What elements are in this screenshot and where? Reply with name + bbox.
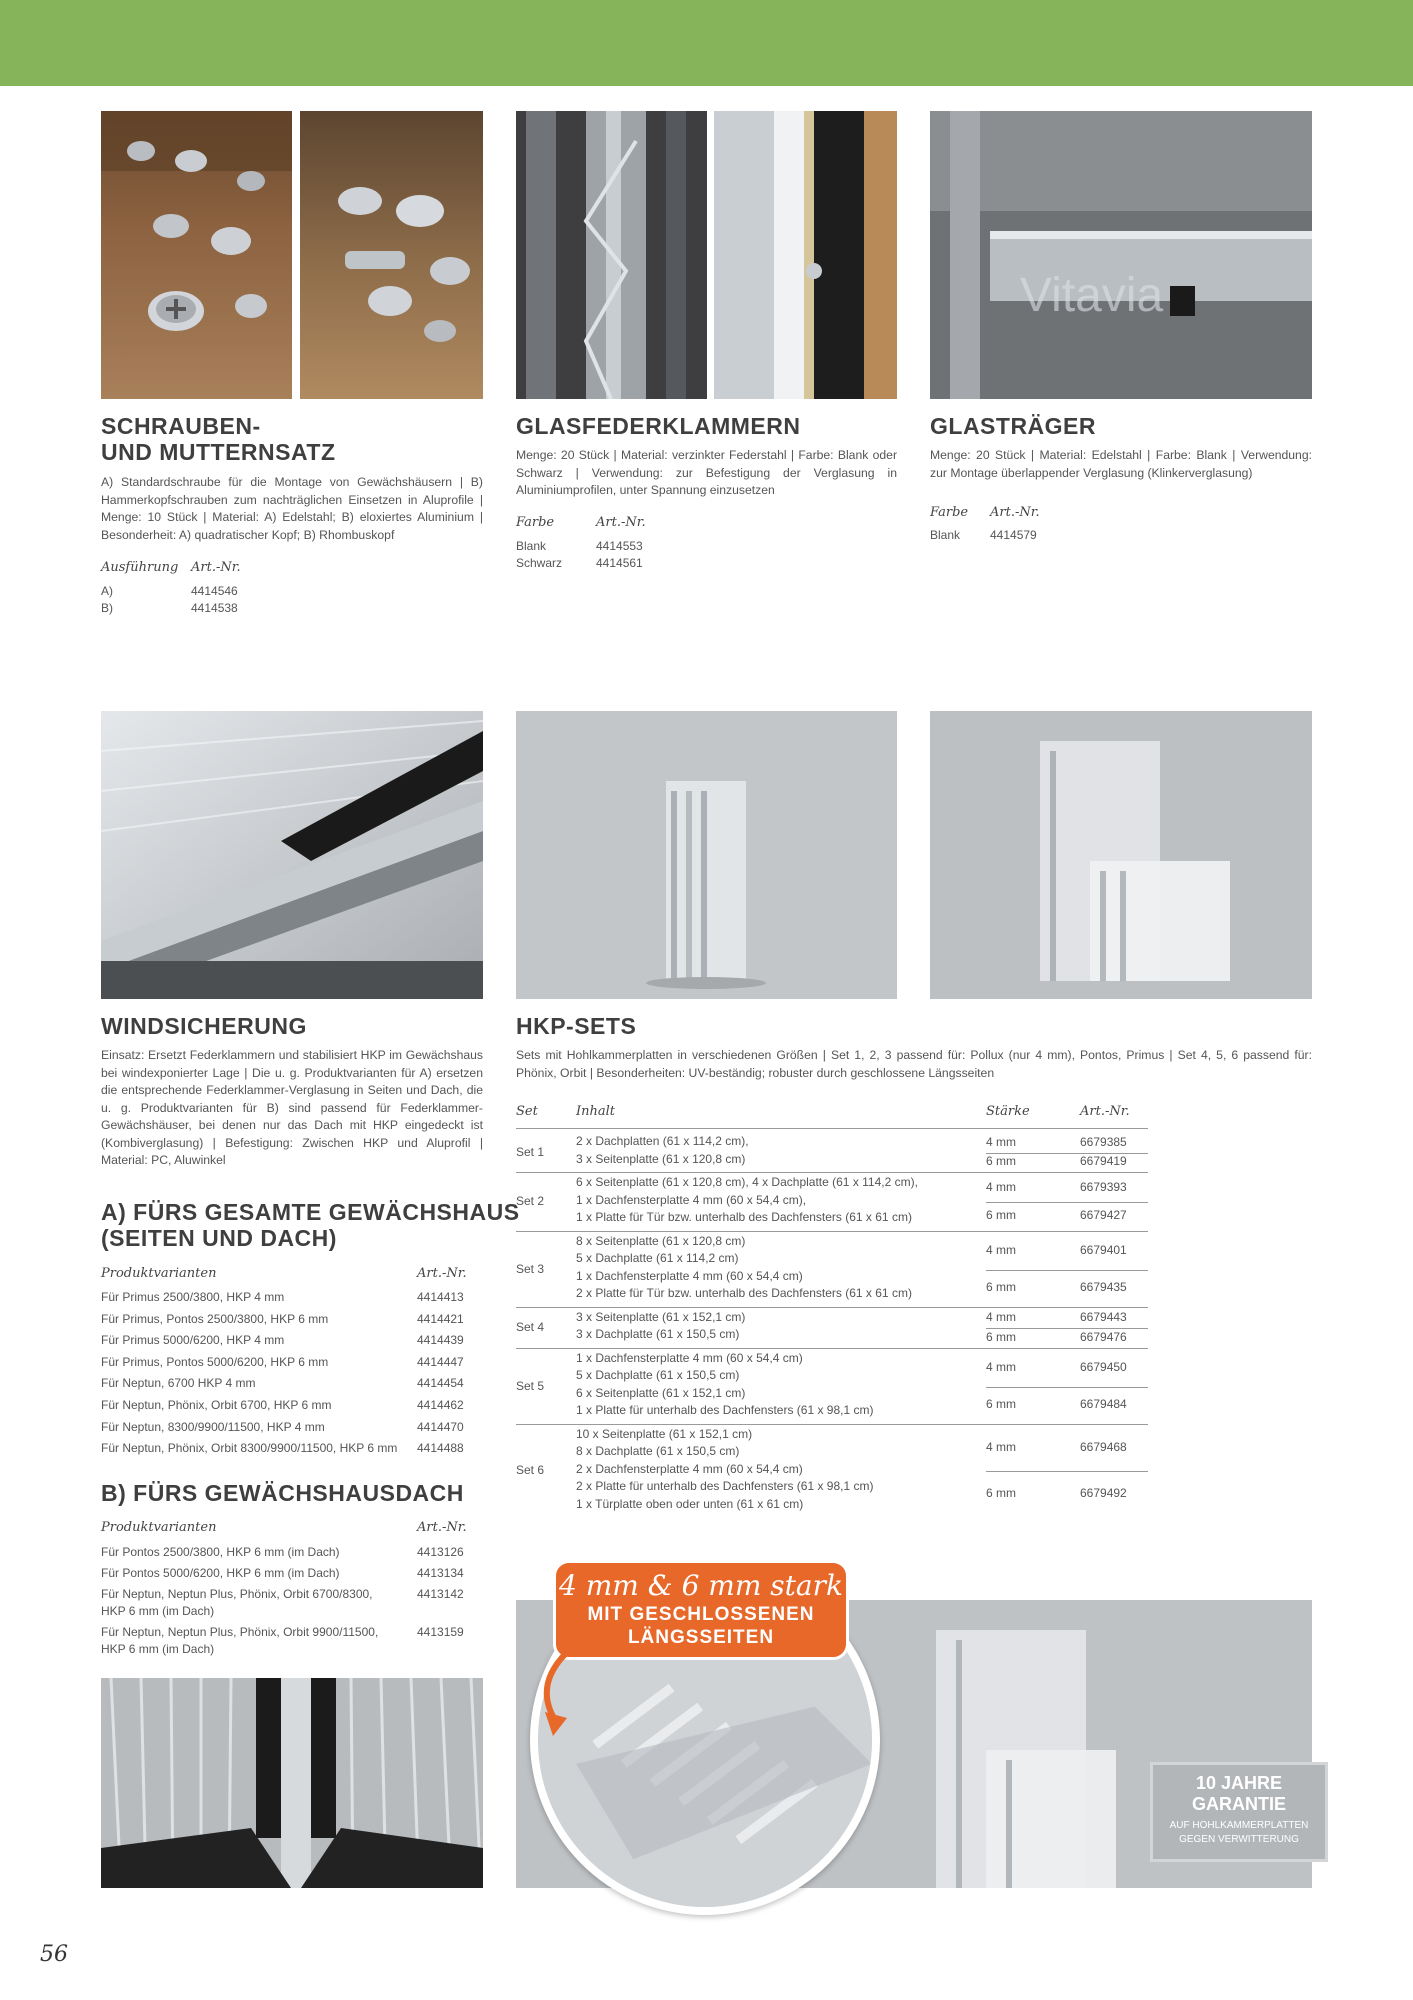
- section-a-row-art: 4414462: [417, 1398, 464, 1412]
- section-a-row-art: 4414421: [417, 1311, 464, 1326]
- hkp-set-rule: [516, 1424, 1148, 1425]
- clamps-photo-b: [714, 111, 897, 399]
- glass-carrier-col-color: Farbe: [930, 505, 969, 520]
- windsicherung-title: WINDSICHERUNG: [101, 1013, 307, 1039]
- screws-row-b-art: 4414538: [191, 601, 238, 615]
- glass-carrier-row-label: Blank: [930, 528, 961, 542]
- promo-arrow-icon: [535, 1640, 595, 1740]
- clamps-col-art: Art.-Nr.: [596, 515, 646, 530]
- hkp-set-content-line: 10 x Seitenplatte (61 x 152,1 cm): [576, 1426, 753, 1441]
- section-b-row2-label: Für Pontos 5000/6200, HKP 6 mm (im Dach): [101, 1566, 340, 1580]
- section-a-title: [101, 1199, 520, 1251]
- hkp-variant-art: 6679385: [1080, 1134, 1127, 1149]
- section-a-row-label: Für Neptun, 8300/9900/11500, HKP 4 mm: [101, 1419, 325, 1434]
- clamps-row-black-art: 4414561: [596, 556, 643, 570]
- clamps-description: Menge: 20 Stück | Material: verzinkter Federstahl | Farbe: Blank oder Schwarz | Verwendung: zur Befestigung der Verglasung in Aluminiumprofilen, unter Spannung einzusetzen: [516, 448, 897, 497]
- hkp-set-rule: [516, 1307, 1148, 1308]
- hkp-variant-rule: [986, 1270, 1148, 1271]
- hkp-variant-art: 6679492: [1080, 1486, 1127, 1501]
- hkp-variant-thickness: 6 mm: [986, 1329, 1016, 1344]
- hkp-variant-rule: [986, 1202, 1148, 1203]
- warranty-line4: GEGEN VERWITTERUNG: [1179, 1834, 1299, 1845]
- hkp-photo-b: [930, 711, 1312, 999]
- screws-col-art: Art.-Nr.: [191, 560, 241, 575]
- hkp-set-content-line: 1 x Platte für Tür bzw. unterhalb des Dachfensters (61 x 61 cm): [576, 1210, 912, 1224]
- hkp-variant-rule: [986, 1471, 1148, 1472]
- hkp-variant-thickness: 4 mm: [986, 1360, 1016, 1374]
- hkp-variant-art: 6679401: [1080, 1243, 1127, 1257]
- screws-title-line1: SCHRAUBEN-: [101, 413, 261, 439]
- hkp-col-staerke: Stärke: [986, 1104, 1030, 1119]
- hkp-title: HKP-SETS: [516, 1013, 637, 1039]
- section-b-row1-art: 4413126: [417, 1545, 464, 1559]
- hkp-set-rule: [516, 1172, 1148, 1173]
- hkp-variant-art: 6679450: [1080, 1360, 1127, 1374]
- warranty-badge: [1150, 1762, 1328, 1862]
- hkp-variant-art: 6679484: [1080, 1397, 1127, 1411]
- section-a-title-line2: (SEITEN UND DACH): [101, 1225, 337, 1251]
- hkp-set-content-line: 8 x Seitenplatte (61 x 120,8 cm): [576, 1233, 746, 1248]
- hkp-set-name: Set 3: [516, 1261, 545, 1276]
- hkp-set-content-line: 1 x Dachfensterplatte 4 mm (60 x 54,4 cm),: [576, 1192, 807, 1207]
- section-a-row-art: 4414439: [417, 1333, 464, 1348]
- hkp-variant-thickness: 6 mm: [986, 1486, 1016, 1501]
- hkp-set-content-line: 5 x Dachplatte (61 x 150,5 cm): [576, 1368, 740, 1382]
- hkp-variant-art: 6679427: [1080, 1208, 1127, 1223]
- hkp-variant-rule: [986, 1387, 1148, 1388]
- hkp-variant-art: 6679435: [1080, 1280, 1127, 1294]
- hkp-set-content-line: 3 x Seitenplatte (61 x 120,8 cm): [576, 1151, 746, 1166]
- section-a-title-line1: A) FÜRS GESAMTE GEWÄCHSHAUS: [101, 1199, 520, 1225]
- promo-line1: 4 mm & 6 mm stark: [559, 1569, 843, 1602]
- promo-callout: [553, 1560, 849, 1660]
- section-b-row3-label: Für Neptun, Neptun Plus, Phönix, Orbit 6700/8300,: [101, 1587, 373, 1601]
- section-a-row-art: 4414454: [417, 1376, 464, 1391]
- section-a-col-art: Art.-Nr.: [417, 1266, 467, 1281]
- screws-row-a-art: 4414546: [191, 584, 238, 598]
- clamps-col-color: Farbe: [516, 515, 555, 530]
- hkp-set-content-line: 1 x Platte für unterhalb des Dachfensters (61 x 98,1 cm): [576, 1403, 874, 1417]
- hkp-variant-thickness: 6 mm: [986, 1154, 1016, 1169]
- hkp-variant-art: 6679476: [1080, 1329, 1127, 1344]
- section-a-col-variant: Produktvarianten: [101, 1266, 217, 1281]
- glass-carrier-photo: [930, 111, 1312, 399]
- screws-photo-a: [101, 111, 292, 399]
- section-b-row3-art: 4413142: [417, 1587, 464, 1601]
- hkp-set-content-line: 2 x Platte für unterhalb des Dachfensters (61 x 98,1 cm): [576, 1479, 874, 1493]
- section-a-row-art: 4414447: [417, 1354, 464, 1369]
- section-b-row4-art: 4413159: [417, 1625, 464, 1639]
- section-b-row4-label2: HKP 6 mm (im Dach): [101, 1642, 215, 1656]
- hkp-variant-thickness: 6 mm: [986, 1208, 1016, 1223]
- glass-carrier-title: GLASTRÄGER: [930, 413, 1096, 439]
- section-a-row-label: Für Primus, Pontos 2500/3800, HKP 6 mm: [101, 1311, 329, 1326]
- promo-line3: LÄNGSSEITEN: [627, 1627, 775, 1648]
- clamps-title: GLASFEDERKLAMMERN: [516, 413, 801, 439]
- hkp-header-rule: [516, 1128, 1148, 1129]
- hkp-set-content-line: 8 x Dachplatte (61 x 150,5 cm): [576, 1444, 740, 1458]
- page-number: 56: [40, 1942, 68, 1967]
- hkp-set-content-line: 2 x Dachplatten (61 x 114,2 cm),: [576, 1134, 749, 1148]
- screws-description: A) Standardschraube für die Montage von Gewächshäusern | B) Hammerkopfschrauben zum nachträglichen Einsetzen in Aluprofile | Menge: 10 Stück | Material: A) Edelstahl; B) eloxiertes Aluminium | Besonderheit: A) quadratischer Kopf; B) Rhombuskopf: [101, 475, 483, 542]
- clamps-row-blank-art: 4414553: [596, 539, 643, 553]
- section-b-row1-label: Für Pontos 2500/3800, HKP 6 mm (im Dach): [101, 1545, 340, 1559]
- section-b-row3-label2: HKP 6 mm (im Dach): [101, 1604, 215, 1618]
- hkp-set-name: Set 6: [516, 1463, 545, 1478]
- windsicherung-description: Einsatz: Ersetzt Federklammern und stabilisiert HKP im Gewächshaus bei windexponierter Lage | Die u. g. Produktvarianten für A) ersetzen die entsprechende Federklammer-Verglasung in Seiten und Dach, die u. g. Produktvarianten für B) sind passend für Federklammer-Gewächshäuser, bei denen nur das Dach mit HKP eingedeckt ist (Kombiverglasung) | Befestigung: Zwischen HKP und Aluprofil | Material: PC, Aluwinkel: [101, 1048, 483, 1167]
- section-a-row-art: 4414488: [417, 1441, 464, 1456]
- hkp-set-content-line: 3 x Seitenplatte (61 x 152,1 cm): [576, 1309, 746, 1324]
- section-b-row4-label: Für Neptun, Neptun Plus, Phönix, Orbit 9900/11500,: [101, 1625, 379, 1639]
- hkp-set-name: Set 1: [516, 1144, 545, 1159]
- windsicherung-photo: [101, 711, 483, 999]
- section-a-row-label: Für Primus 5000/6200, HKP 4 mm: [101, 1333, 285, 1348]
- hkp-set-content-line: 1 x Dachfensterplatte 4 mm (60 x 54,4 cm): [576, 1268, 803, 1283]
- hkp-set-name: Set 2: [516, 1194, 545, 1209]
- clamps-photo-a: [516, 111, 707, 399]
- screws-title-line2: UND MUTTERNSATZ: [101, 439, 336, 465]
- glass-carrier-row-art: 4414579: [990, 528, 1037, 542]
- screws-row-b-label: B): [101, 601, 113, 615]
- hkp-variant-art: 6679443: [1080, 1310, 1127, 1325]
- hkp-set-content-line: 6 x Seitenplatte (61 x 120,8 cm), 4 x Dachplatte (61 x 114,2 cm),: [576, 1175, 918, 1189]
- hkp-set-name: Set 4: [516, 1320, 545, 1334]
- section-a-row-art: 4414413: [417, 1290, 464, 1304]
- hkp-variant-art: 6679419: [1080, 1154, 1127, 1169]
- glass-carrier-col-art: Art.-Nr.: [990, 505, 1040, 520]
- section-b-col-art: Art.-Nr.: [417, 1520, 467, 1535]
- promo-line2: MIT GESCHLOSSENEN: [587, 1604, 815, 1625]
- screws-photo-b: [300, 111, 483, 399]
- clamps-row-black-label: Schwarz: [516, 556, 563, 570]
- hkp-variant-thickness: 4 mm: [986, 1440, 1016, 1455]
- section-a-row-label: Für Neptun, Phönix, Orbit 6700, HKP 6 mm: [101, 1398, 332, 1412]
- hkp-set-name: Set 5: [516, 1378, 545, 1393]
- hkp-set-rule: [516, 1348, 1148, 1349]
- section-a-row-label: Für Primus, Pontos 5000/6200, HKP 6 mm: [101, 1354, 329, 1369]
- screws-col-variant: Ausführung: [101, 560, 179, 575]
- hkp-variant-art: 6679468: [1080, 1440, 1127, 1455]
- section-a-row-label: Für Neptun, 6700 HKP 4 mm: [101, 1376, 256, 1391]
- hkp-set-content-line: 5 x Dachplatte (61 x 114,2 cm): [576, 1251, 739, 1265]
- section-a-row-label: Für Neptun, Phönix, Orbit 8300/9900/11500, HKP 6 mm: [101, 1441, 398, 1456]
- hkp-set-content-line: 3 x Dachplatte (61 x 150,5 cm): [576, 1327, 740, 1341]
- clamps-row-blank-label: Blank: [516, 539, 547, 553]
- hkp-variant-thickness: 4 mm: [986, 1243, 1016, 1257]
- hkp-variant-thickness: 4 mm: [986, 1180, 1016, 1195]
- warranty-line1: 10 JAHRE: [1195, 1773, 1283, 1793]
- header-bar: [0, 0, 1413, 86]
- hkp-set-content-line: 1 x Türplatte oben oder unten (61 x 61 cm): [576, 1496, 804, 1511]
- hkp-description: Sets mit Hohlkammerplatten in verschiedenen Größen | Set 1, 2, 3 passend für: Pollux (nur 4 mm), Pontos, Primus | Set 4, 5, 6 passend für: Phönix, Orbit | Besonderheiten: UV-beständig; robuster durch geschlossene Längsseiten: [516, 1048, 1312, 1080]
- screws-row-a-label: A): [101, 584, 113, 598]
- screws-title: [101, 413, 336, 465]
- hkp-set-content-line: 2 x Platte für Tür bzw. unterhalb des Dachfensters (61 x 61 cm): [576, 1286, 912, 1300]
- hkp-col-set: Set: [516, 1104, 538, 1119]
- hkp-col-art: Art.-Nr.: [1080, 1104, 1130, 1119]
- glass-carrier-description: Menge: 20 Stück | Material: Edelstahl | Farbe: Blank | Verwendung: zur Montage überlappender Verglasung (Klinkerverglasung): [930, 448, 1312, 480]
- hkp-set-content-line: 6 x Seitenplatte (61 x 152,1 cm): [576, 1385, 746, 1400]
- section-a-row-art: 4414470: [417, 1419, 464, 1434]
- section-b-title: B) FÜRS GEWÄCHSHAUSDACH: [101, 1480, 464, 1506]
- hkp-variant-thickness: 4 mm: [986, 1134, 1016, 1149]
- section-b-col-variant: Produktvarianten: [101, 1520, 217, 1535]
- warranty-line2: GARANTIE: [1192, 1794, 1286, 1814]
- hkp-variant-art: 6679393: [1080, 1180, 1127, 1195]
- hkp-variant-thickness: 6 mm: [986, 1397, 1016, 1411]
- hkp-photo-a: [516, 711, 897, 999]
- hkp-col-inhalt: Inhalt: [576, 1104, 616, 1119]
- hkp-variant-thickness: 6 mm: [986, 1280, 1016, 1294]
- section-a-row-label: Für Primus 2500/3800, HKP 4 mm: [101, 1290, 285, 1304]
- section-b-row2-art: 4413134: [417, 1566, 464, 1580]
- hkp-set-rule: [516, 1231, 1148, 1232]
- hkp-set-content-line: 1 x Dachfensterplatte 4 mm (60 x 54,4 cm): [576, 1350, 803, 1365]
- hkp-variant-thickness: 4 mm: [986, 1310, 1016, 1325]
- svg-text:Vitavia: Vitavia: [1020, 269, 1164, 322]
- roof-seal-photo: [101, 1678, 483, 1888]
- warranty-line3: AUF HOHLKAMMERPLATTEN: [1169, 1820, 1309, 1831]
- hkp-set-content-line: 2 x Dachfensterplatte 4 mm (60 x 54,4 cm): [576, 1461, 803, 1476]
